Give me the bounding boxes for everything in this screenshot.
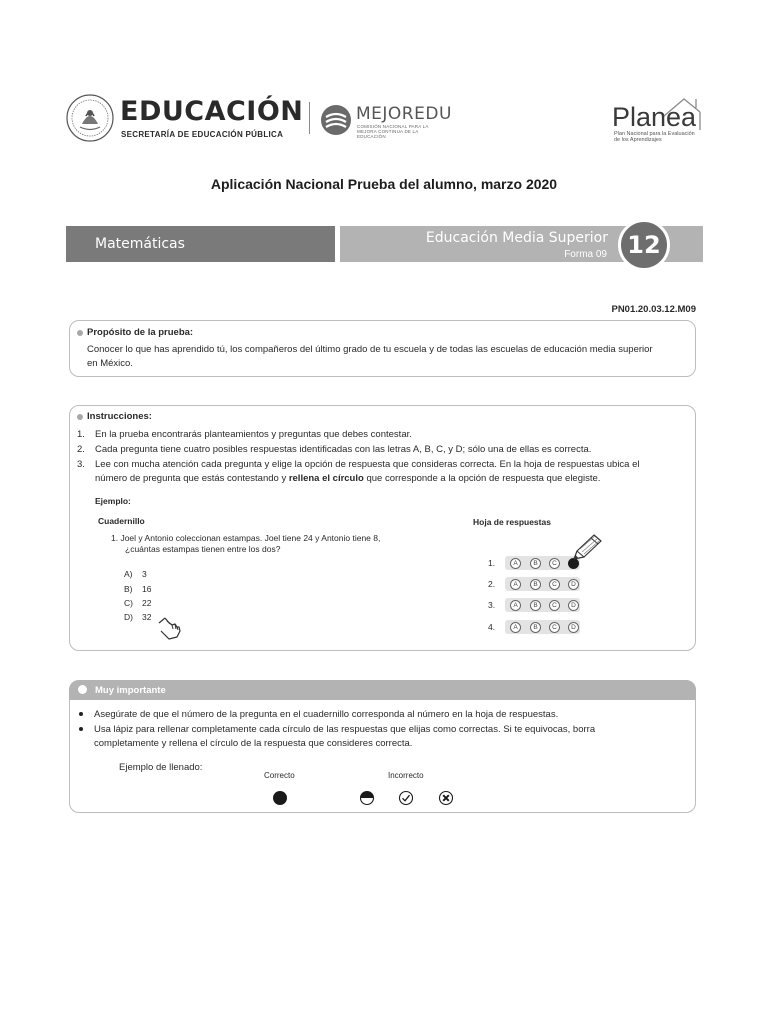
coat-of-arms-seal-icon (66, 94, 114, 142)
subject-label: Matemáticas (95, 236, 185, 252)
header-divider (309, 102, 310, 134)
answer-sheet-label: Hoja de respuestas (473, 517, 551, 527)
purpose-bullet-icon (77, 330, 83, 336)
x-mark-icon (438, 790, 454, 806)
answer-bubble: B (530, 600, 541, 611)
planea-subtitle: Plan Nacional para la Evaluación de los Aprendizajes (614, 131, 695, 143)
answer-bubble: D (568, 622, 579, 633)
option-letter: C) (124, 598, 133, 608)
instruction-number: 2. (77, 444, 85, 455)
mejoredu-title: MEJOREDU (356, 104, 452, 124)
instruction-text: En la prueba encontrarás planteamientos y preguntas que debes contestar. (95, 429, 412, 440)
level-label: Educación Media Superior (425, 230, 608, 246)
answer-bubble: C (549, 579, 560, 590)
example-question-line2: ¿cuántas estampas tienen entre los dos? (125, 544, 281, 554)
instruction-text-part: número de pregunta que estás contestando y (95, 473, 289, 484)
option-letter: B) (124, 584, 133, 594)
planea-title: Planea (612, 102, 697, 132)
exam-code: PN01.20.03.12.M09 (611, 304, 696, 315)
page-title: Aplicación Nacional Prueba del alumno, marzo 2020 (210, 176, 558, 192)
answer-bubble: B (530, 622, 541, 633)
purpose-text-line1: Conocer lo que has aprendido tú, los compañeros del último grado de tu escuela y de todas las escuelas de educación media superior (87, 344, 653, 355)
option-letter: A) (124, 569, 133, 579)
correct-label: Correcto (264, 771, 295, 780)
answer-bubble: C (549, 558, 560, 569)
education-subtitle: SECRETARÍA DE EDUCACIÓN PÚBLICA (121, 130, 284, 139)
instruction-text-line1: Lee con mucha atención cada pregunta y elige la opción de respuesta que consideras correcta. En la hoja de respuestas ubica el (95, 459, 640, 470)
instruction-text: Cada pregunta tiene cuatro posibles respuestas identificadas con las letras A, B, C, y D; sólo una de ellas es correcta. (95, 444, 592, 455)
fill-example-label: Ejemplo de llenado: (119, 762, 203, 773)
answer-bubble: C (549, 622, 560, 633)
example-question-line1: 1. Joel y Antonio coleccionan estampas. Joel tiene 24 y Antonio tiene 8, (111, 533, 381, 543)
half-filled-mark-icon (359, 790, 375, 806)
bullet-icon (79, 712, 83, 716)
booklet-label: Cuadernillo (98, 516, 145, 526)
answer-bubble: B (530, 558, 541, 569)
purpose-text-line2: en México. (87, 358, 133, 369)
answer-bubble: D (568, 600, 579, 611)
grade-number: 12 (627, 231, 661, 259)
instruction-number: 3. (77, 459, 85, 470)
option-letter: D) (124, 612, 133, 622)
answer-row-number: 3. (488, 600, 496, 610)
instructions-bullet-icon (77, 414, 83, 420)
option-value: 16 (142, 584, 152, 594)
option-value: 3 (142, 569, 147, 579)
pointing-hand-icon (156, 614, 184, 642)
answer-bubble: C (549, 600, 560, 611)
instruction-text-part: que corresponde a la opción de respuesta que elegiste. (363, 473, 601, 484)
mejoredu-subtitle: COMISIÓN NACIONAL PARA LA MEJORA CONTINUA DE LA EDUCACIÓN (357, 124, 429, 139)
example-label: Ejemplo: (95, 496, 131, 506)
mejoredu-logo-icon (320, 104, 352, 136)
instruction-number: 1. (77, 429, 85, 440)
important-bullet-1: Asegúrate de que el número de la pregunta en el cuadernillo corresponda al número en la hoja de respuestas. (94, 709, 559, 720)
answer-bubble: D (568, 579, 579, 590)
important-bullet-icon (78, 685, 87, 694)
instruction-text-line2 (95, 472, 600, 487)
education-title: EDUCACIÓN (120, 96, 304, 127)
incorrect-label: Incorrecto (388, 771, 424, 780)
answer-bubble: A (510, 600, 521, 611)
important-bullet-2-line1: Usa lápiz para rellenar completamente cada círculo de las respuestas que elijas como correctas. Si te equivocas, borra (94, 724, 596, 735)
form-label: Forma 09 (564, 249, 607, 260)
option-value: 32 (142, 612, 152, 622)
pencil-icon (570, 531, 604, 563)
answer-bubble: A (510, 622, 521, 633)
answer-bubble: A (510, 579, 521, 590)
correct-fill-mark-icon (273, 791, 287, 805)
answer-bubble: A (510, 558, 521, 569)
answer-bubble: B (530, 579, 541, 590)
answer-row-number: 1. (488, 558, 496, 568)
bullet-icon (79, 727, 83, 731)
instruction-emphasis: rellena el círculo (288, 473, 364, 484)
important-title: Muy importante (95, 685, 166, 696)
option-value: 22 (142, 598, 152, 608)
answer-row-number: 2. (488, 579, 496, 589)
answer-row-number: 4. (488, 622, 496, 632)
instructions-title: Instrucciones: (87, 411, 152, 422)
check-mark-icon (398, 790, 414, 806)
purpose-title: Propósito de la prueba: (87, 327, 194, 338)
important-bullet-2-line2: completamente y rellena el círculo de la respuesta que consideres correcta. (94, 738, 413, 749)
